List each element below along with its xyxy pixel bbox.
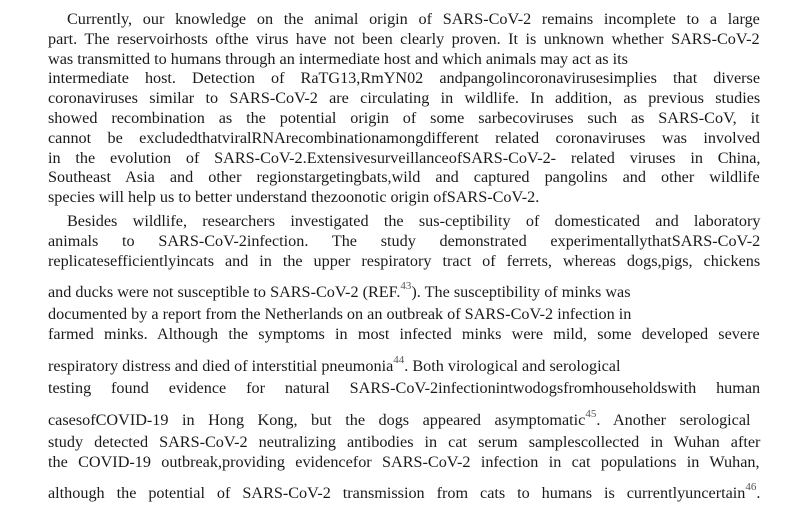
text-line: animals to SARS-CoV-2infection. The study demonstrated experimentallythatSARS-CoV-2	[48, 231, 761, 250]
text-line: farmed minks. Although the symptoms in most infected minks were mild, some developed severe	[48, 325, 760, 344]
text-line: replicatesefficientlyincats and in the upper respiratory tract of ferrets, whereas dogs,pigs, chickens	[48, 251, 761, 270]
paragraph-susceptibility	[48, 212, 760, 506]
text-segment: . Both virological and serological	[404, 356, 621, 375]
text-line-with-citation	[48, 399, 760, 433]
text-line: documented by a report from the Netherlands on an outbreak of SARS-CoV-2 infection in	[48, 305, 632, 324]
citation-43: 43	[400, 280, 412, 293]
text-line: Southeast Asia and other regionstargetingbats,wild and captured pangolins and other wildlife	[48, 168, 760, 187]
citation-45: 45	[585, 407, 597, 420]
text-line: showed recombination as the potential origin of some sarbecoviruses such as SARS-CoV, it	[48, 108, 760, 127]
text-segment: .	[756, 484, 761, 503]
text-segment: . Another serological	[596, 410, 751, 429]
text-line-with-citation	[48, 271, 760, 305]
text-segment: and ducks were not susceptible to SARS-CoV-2 (REF.	[48, 283, 401, 302]
text-segment: respiratory distress and died of interstitial pneumonia	[48, 356, 394, 375]
citation-46: 46	[745, 481, 757, 494]
text-segment: although the potential of SARS-CoV-2 transmission from cats to humans is currentlyuncertain	[48, 484, 746, 503]
text-line: study detected SARS-CoV-2 neutralizing antibodies in cat serum samplescollected in Wuhan after	[48, 432, 761, 451]
text-line: species will help us to better understand thezoonotic origin ofSARS-CoV-2.	[48, 188, 540, 207]
text-line: Besides wildlife, researchers investigated the sus-ceptibility of domesticated and laboratory	[67, 212, 761, 230]
text-line: in the evolution of SARS-CoV-2.ExtensivesurveillanceofSARS-CoV-2- related viruses in China,	[48, 148, 761, 167]
text-line-with-citation	[48, 472, 760, 506]
text-line: Currently, our knowledge on the animal origin of SARS-CoV-2 remains incomplete to a large	[67, 10, 760, 28]
text-line: the COVID-19 outbreak,providing evidencefor SARS-CoV-2 infection in cat populations in Wuhan,	[48, 452, 760, 471]
text-line-with-citation	[48, 345, 760, 379]
text-line: was transmitted to humans through an intermediate host and which animals may act as its	[48, 49, 628, 68]
text-line: intermediate host. Detection of RaTG13,RmYN02 andpangolincoronavirusesimplies that diverse	[48, 69, 761, 88]
text-line: coronaviruses similar to SARS-CoV-2 are circulating in wildlife. In addition, as previous studies	[48, 89, 761, 108]
paragraph-animal-origin	[48, 10, 760, 208]
text-line: part. The reservoirhosts ofthe virus have not been clearly proven. It is unknown whether SARS-CoV-2	[48, 29, 760, 48]
text-line: cannot be excludedthatviralRNArecombinationamongdifferent related coronaviruses was involved	[48, 128, 760, 147]
text-segment: casesofCOVID-19 in Hong Kong, but the dogs appeared asymptomatic	[48, 410, 586, 429]
citation-44: 44	[393, 353, 405, 366]
text-segment: ). The susceptibility of minks was	[411, 283, 631, 302]
text-line: testing found evidence for natural SARS-CoV-2infectionintwodogsfromhouseholdswith human	[48, 378, 761, 397]
